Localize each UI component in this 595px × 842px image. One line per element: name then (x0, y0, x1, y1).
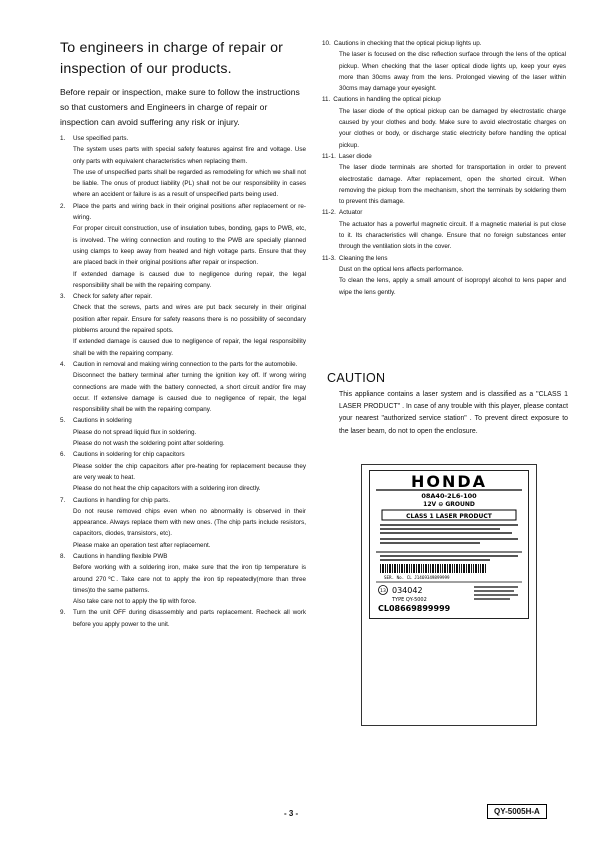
list-item-paragraph: Do not reuse removed chips even when no abnormality is observed in their appearance. Always replace them with new ones. (The chip parts include resistors, capacitors, diodes, transistors, etc). (73, 507, 306, 538)
list-item (60, 201, 306, 291)
list-item-heading: Cleaning the lens (338, 254, 388, 262)
list-item-number: 11-3. (322, 254, 336, 262)
list-item-paragraph: Disconnect the battery terminal after turning the ignition key off. If wrong wiring connections are made with the battery connected, a short circuit and/or fire may occur. If extensive damage is caused due to negligence of repair, the legal responsibility shall be with the repairing company. (73, 372, 306, 414)
label-code-13: 13 (380, 589, 386, 594)
right-column (322, 38, 566, 298)
list-item-number: 1. (60, 135, 66, 142)
page-number: - 3 - (284, 809, 299, 818)
list-item (60, 359, 306, 415)
list-item (60, 495, 306, 551)
list-item-paragraph: Before working with a soldering iron, make sure that the iron tip temperature is around 270℃. Take care not to apply the iron tip repeatedly(more than three times)to the same patterns. (73, 564, 306, 594)
list-item-number: 9. (60, 609, 66, 617)
caution-heading: CAUTION (327, 371, 386, 385)
list-item-paragraph: The laser diode terminals are shorted for transportation in order to prevent electrostatic damage. After replacement, open the shorted circuit. When removing the pickup from the mechanism, short the terminals by soldering them to prevent this damage. (339, 164, 566, 206)
left-column (60, 38, 306, 630)
label-cl-serial: CL08669899999 (378, 604, 451, 613)
list-item-heading: Actuator (338, 209, 363, 217)
page-title: To engineers in charge of repair or inspection of our products. (60, 40, 284, 77)
list-item-paragraph: Caution in removal and making wiring connection to the parts for the automobile. (73, 360, 298, 368)
list-item-number: 3. (60, 293, 66, 301)
list-item-paragraph: The use of unspecified parts shall be regarded as remodeling for which we shall not be liable. The onus of product liability (PL) shall not be our responsibility in cases where an accident or failure is as a result of unspecified parts being used. (73, 168, 306, 199)
list-item (60, 449, 306, 494)
list-item (322, 38, 566, 94)
list-item-number: 4. (60, 360, 66, 368)
list-item-paragraph: Please do not heat the chip capacitors with a soldering iron directly. (73, 485, 261, 493)
list-item-paragraph: The laser is focused on the disc reflection surface through the lens of the optical pickup. When checking that the laser optical diode lights up, keep your eyes more than 30cms away from the lens. Prolonged viewing of the laser within 30cms may damage your eyesight. (339, 51, 566, 93)
intro-paragraph: Before repair or inspection, make sure to follow the instructions so that customers and Engineers in charge of repair or inspection can avoid suffering any risk or injury. (60, 87, 300, 127)
label-class: CLASS 1 LASER PRODUCT (406, 513, 492, 520)
numbered-list (60, 133, 306, 630)
list-item-paragraph: Use specified parts. (73, 135, 129, 142)
list-item (60, 551, 306, 607)
list-item-paragraph: Also take care not to apply the tip with force. (73, 598, 197, 606)
list-item (322, 151, 566, 207)
list-item (322, 253, 566, 298)
list-item-number: 11-1. (322, 152, 336, 160)
list-item-paragraph: Please do not wash the soldering point after soldering. (73, 440, 225, 448)
label-part-number: 08A40-2L6-100 (421, 492, 477, 500)
list-item-paragraph: Cautions in soldering for chip capacitors (73, 451, 185, 459)
list-item-paragraph: Turn the unit OFF during disassembly and parts replacement. Recheck all work before you apply power to the unit. (73, 609, 306, 628)
label-serial-line: SER. No. CL J1469349899999 (384, 575, 450, 580)
list-item-paragraph: Please do not spread liquid flux in soldering. (73, 428, 197, 436)
list-item-paragraph: The system uses parts with special safety features against fire and voltage. Use only parts with equivalent characteristics when replacing them. (73, 146, 306, 165)
list-item-paragraph: Please solder the chip capacitors after pre-heating for replacement because they are very weak to heat. (73, 462, 306, 481)
numbered-list-continued (322, 38, 566, 298)
list-item-paragraph: Cautions in handling for chip parts. (73, 496, 170, 504)
list-item-number: 8. (60, 552, 66, 560)
list-item (60, 133, 306, 201)
list-item-paragraph: Check for safety after repair. (73, 293, 153, 301)
list-item-number: 7. (60, 496, 66, 504)
model-number: QY-5005H-A (487, 804, 547, 819)
list-item (60, 415, 306, 449)
list-item (60, 607, 306, 630)
list-item-paragraph: Place the parts and wiring back in their original positions after replacement or re-wiring. (73, 202, 306, 222)
laser-label-figure (361, 464, 537, 726)
label-brand: HONDA (410, 472, 488, 491)
list-item-number: 11-2. (322, 209, 336, 217)
caution-text: This appliance contains a laser system and is classified as a "CLASS 1 LASER PRODUCT" . In case of any trouble with this player, please contact your nearest "authorized service station" . To prevent direct exposure to the laser beam, do not to open the enclosure. (339, 391, 568, 435)
product-label (369, 470, 529, 619)
label-type: TYPE QY-5002 (392, 597, 427, 603)
list-item-paragraph: If extended damage is caused due to negligence during repair, the legal responsibility shall be with the repairing company. (73, 270, 306, 289)
list-item-paragraph: The actuator has a powerful magnetic circuit. If a magnetic material is put close to it. Its characteristics will change. Ensure that no foreign substances enter through the ventilation slots in the cover. (339, 220, 566, 251)
list-item-number: 11. (322, 96, 331, 104)
label-voltage: 12V ⊖ GROUND (423, 501, 475, 508)
list-item-heading: Cautions in handling the optical pickup (333, 96, 441, 104)
list-item (60, 291, 306, 359)
list-item-number: 2. (60, 202, 66, 210)
label-code-number: 034042 (392, 586, 423, 595)
list-item-paragraph: Cautions in soldering (73, 417, 132, 425)
list-item (322, 94, 566, 150)
list-item-paragraph: Cautions in handling flexible PWB (73, 552, 168, 560)
list-item-heading: Cautions in checking that the optical pickup lights up. (333, 40, 482, 47)
list-item-paragraph: Dust on the optical lens affects performance. (339, 265, 464, 273)
list-item (322, 207, 566, 252)
list-item-number: 10. (322, 40, 331, 47)
list-item-heading: Laser diode (338, 152, 372, 160)
list-item-paragraph: To clean the lens, apply a small amount of isopropyl alcohol to lens paper and wipe the lens gently. (339, 277, 566, 296)
list-item-paragraph: If extended damage is caused due to negligence of repair, the legal responsibility shall be with the repairing company. (73, 338, 306, 357)
list-item-paragraph: Please make an operation test after replacement. (73, 541, 211, 549)
list-item-number: 6. (60, 451, 66, 459)
list-item-paragraph: The laser diode of the optical pickup can be damaged by electrostatic charge caused by your clothes and body. Make sure to avoid electrostatic charges on your clothes or body, or discharge static electricity before handling the optical pickup. (339, 107, 566, 149)
list-item-number: 5. (60, 417, 66, 425)
list-item-paragraph: For proper circuit construction, use of insulation tubes, bonding, gaps to PWB, etc, is involved. The wiring connection and routing to the PWB are specially planned using clamps to keep away from heated and high voltage parts. Ensure that they are placed back in their original positions after repair or inspection. (73, 225, 306, 267)
list-item-paragraph: Check that the screws, parts and wires are put back securely in their original position after repair. Ensure for safety reasons there is no possibility of secondary ploblems around the repaired spots. (73, 304, 306, 335)
